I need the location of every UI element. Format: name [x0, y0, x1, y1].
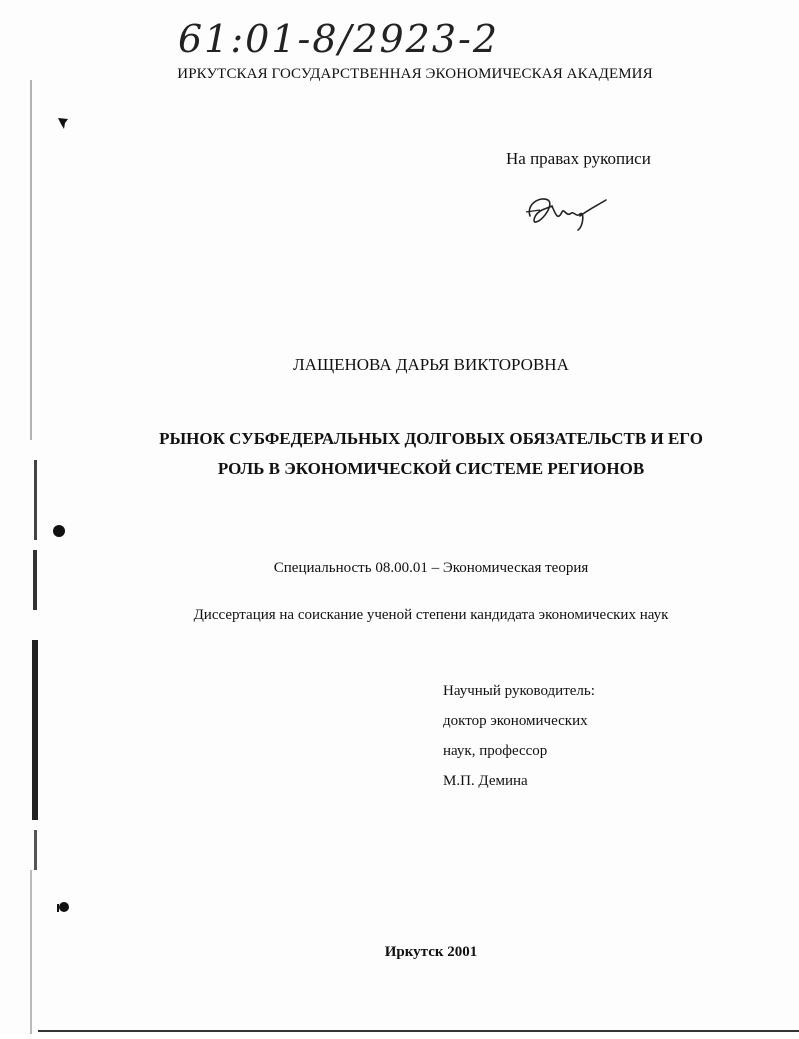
title-line-1: РЫНОК СУБФЕДЕРАЛЬНЫХ ДОЛГОВЫХ ОБЯЗАТЕЛЬСТВ И ЕГО: [159, 429, 703, 448]
archive-code-text: 61:01-8/2923-2: [178, 17, 500, 61]
dissertation-title: [0, 424, 799, 484]
punch-mark-icon: [56, 116, 70, 130]
advisor-degree-line-1: доктор экономических: [443, 713, 588, 729]
dissertation-degree: Диссертация на соискание ученой степени кандидата экономических наук: [193, 607, 669, 623]
specialty: Специальность 08.00.01 – Экономическая теория: [273, 560, 589, 576]
punch-mark-icon: [56, 900, 70, 914]
advisor-name: М.П. Демина: [443, 773, 528, 789]
academy-name: ИРКУТСКАЯ ГОСУДАРСТВЕННАЯ ЭКОНОМИЧЕСКАЯ АКАДЕМИЯ: [177, 66, 653, 82]
punch-mark-icon: [52, 524, 66, 538]
advisor-block: [443, 676, 595, 796]
scan-bottom-edge: [38, 1030, 799, 1032]
advisor-label: Научный руководитель:: [443, 683, 595, 699]
handwritten-archive-code: [178, 2, 578, 70]
city-year: Иркутск 2001: [384, 944, 478, 960]
signature-icon: [522, 186, 612, 236]
advisor-degree-line-2: наук, профессор: [443, 743, 548, 759]
title-line-2: РОЛЬ В ЭКОНОМИЧЕСКОЙ СИСТЕМЕ РЕГИОНОВ: [217, 459, 645, 478]
author-name: ЛАЩЕНОВА ДАРЬЯ ВИКТОРОВНА: [293, 355, 569, 374]
rights-note: На правах рукописи: [506, 149, 651, 168]
scan-edge-artifact: [28, 80, 48, 1034]
